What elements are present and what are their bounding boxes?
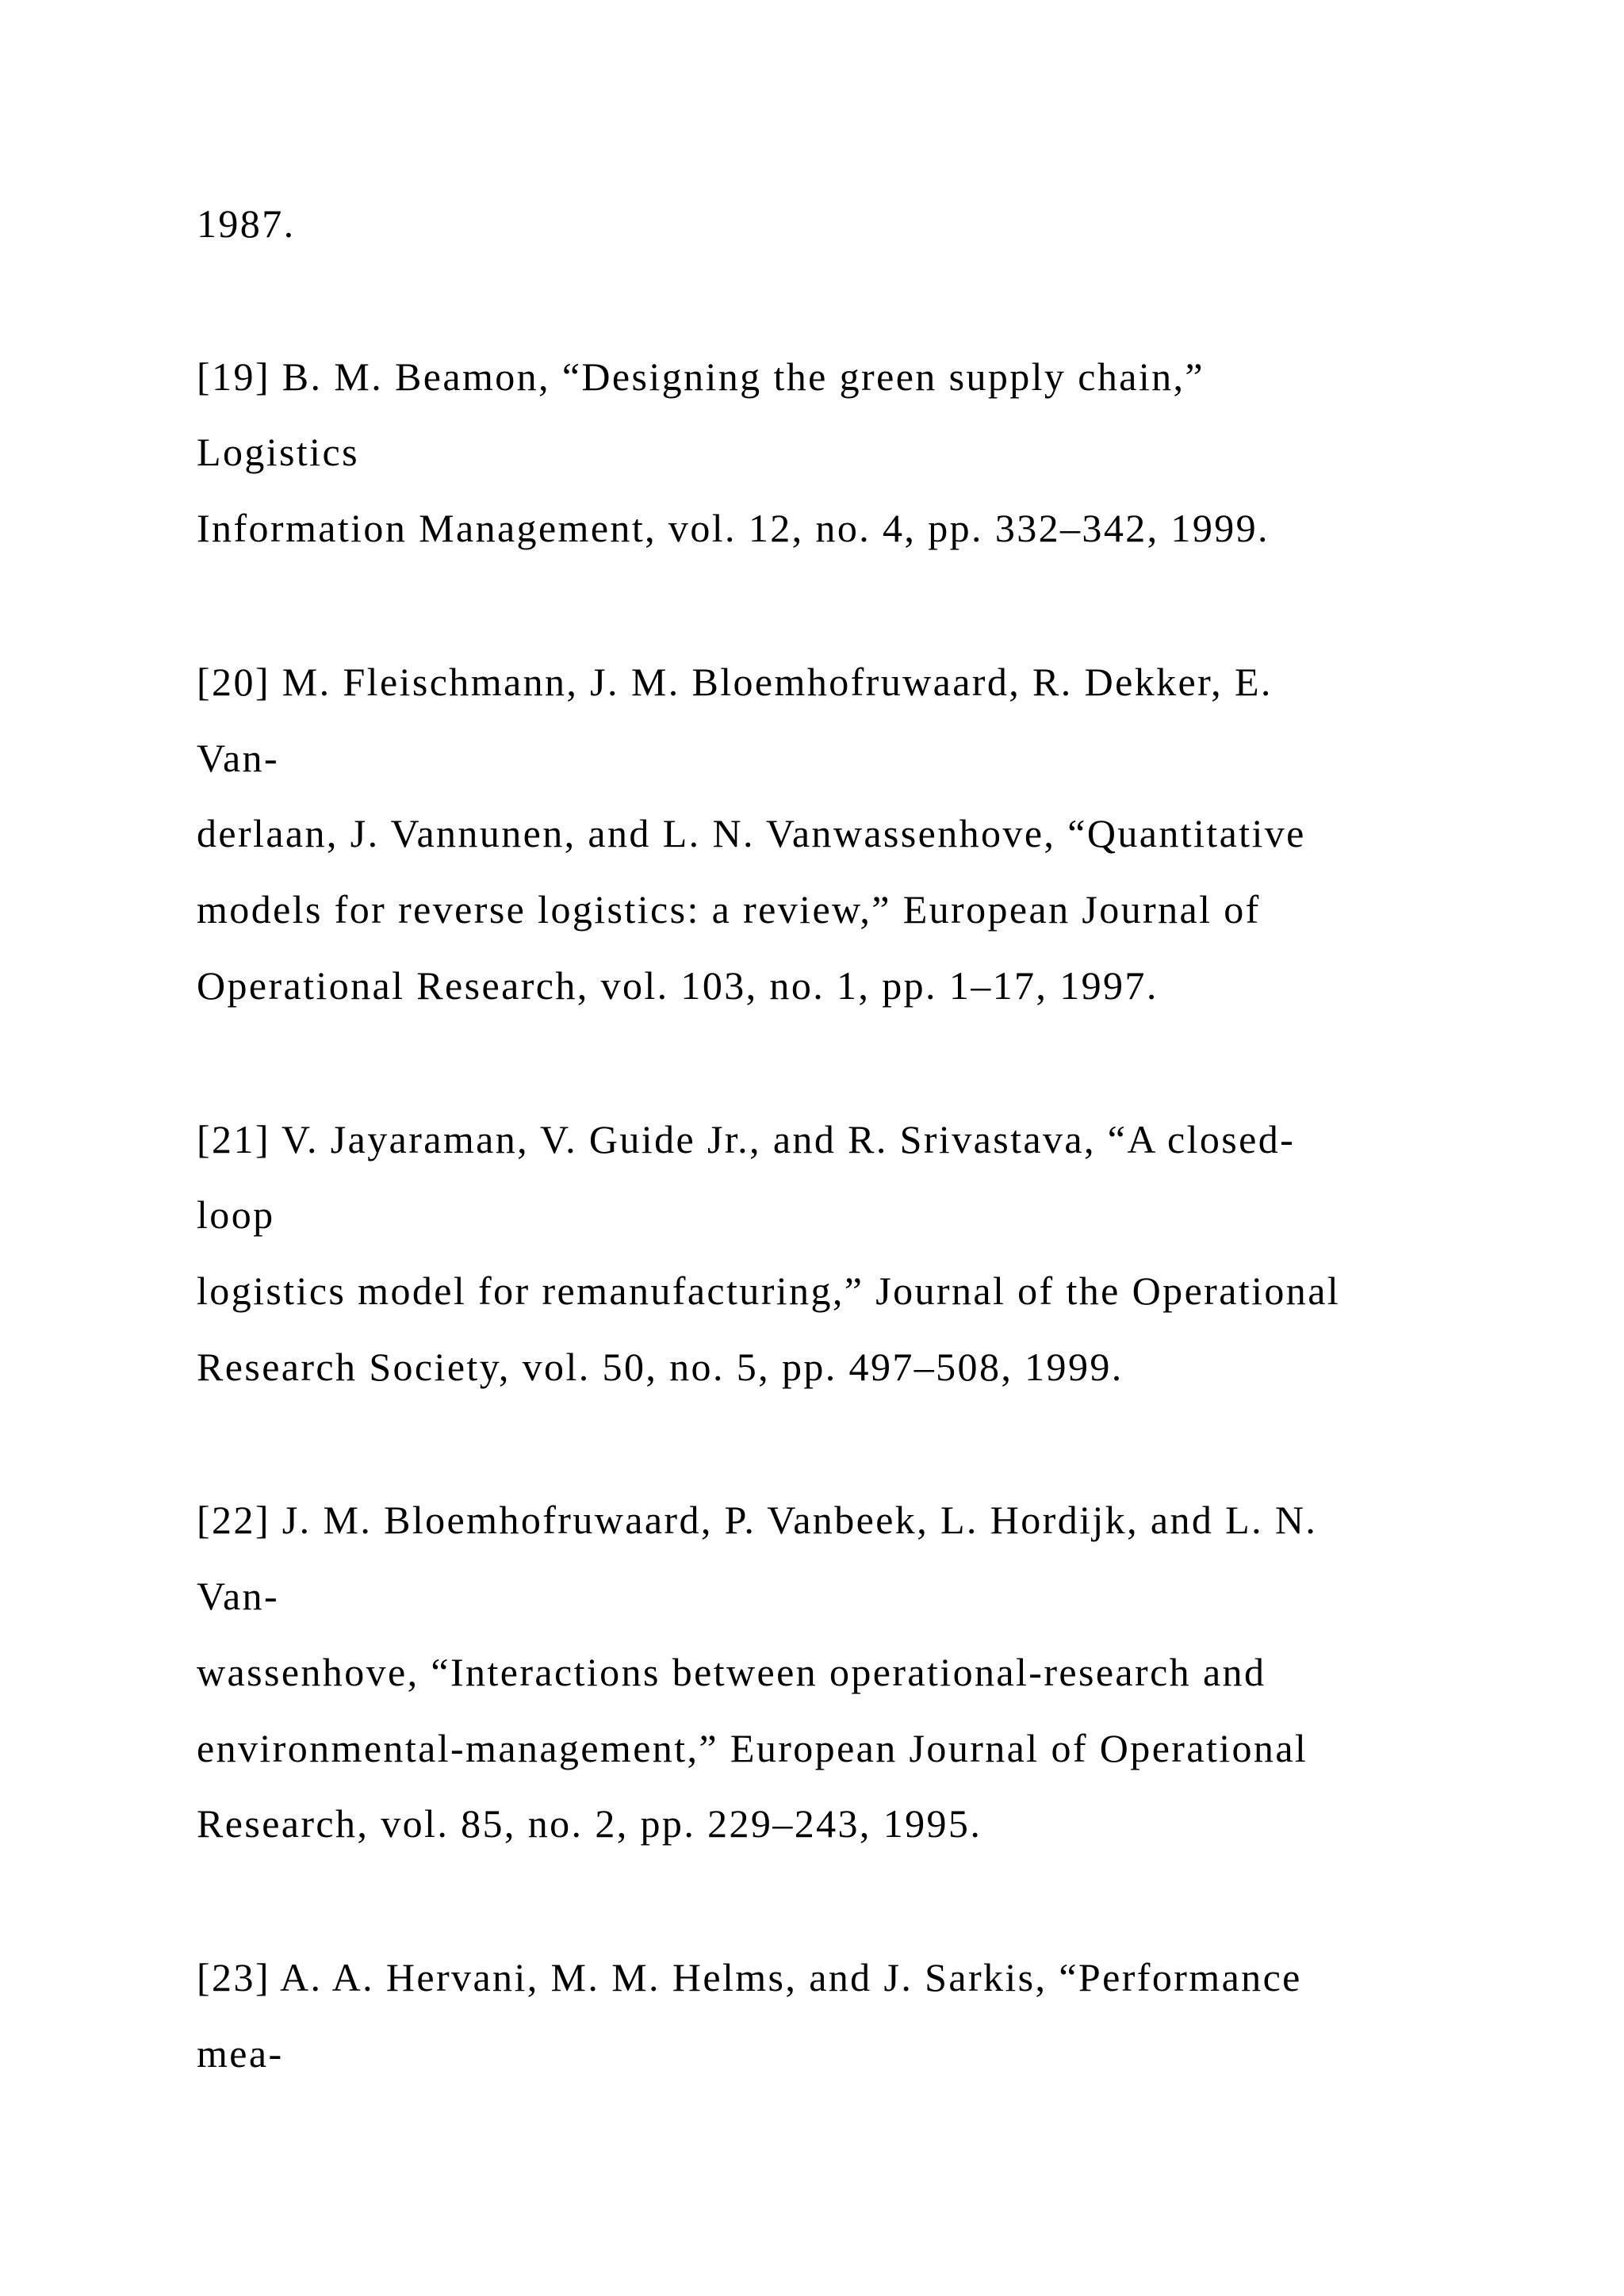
ref-20-line-1: [20] M. Fleischmann, J. M. Bloemhofruwaard, R. Dekker, E.: [197, 660, 1273, 704]
ref-21-line-3: logistics model for remanufacturing,” Journal of the Operational: [197, 1269, 1341, 1313]
ref-23-line-1: [23] A. A. Hervani, M. M. Helms, and J. Sarkis, “Performance: [197, 1955, 1302, 1999]
ref-20-line-4: models for reverse logistics: a review,” European Journal of: [197, 887, 1261, 932]
ref-19-line-2: Logistics: [197, 430, 359, 474]
ref-20-line-5: Operational Research, vol. 103, no. 1, pp. 1–17, 1997.: [197, 963, 1159, 1008]
ref-21-line-1: [21] V. Jayaraman, V. Guide Jr., and R. Srivastava, “A closed-: [197, 1117, 1296, 1161]
ref-19-line-1: [19] B. M. Beamon, “Designing the green supply chain,”: [197, 354, 1205, 399]
ref-20-line-3: derlaan, J. Vannunen, and L. N. Vanwassenhove, “Quantitative: [197, 811, 1306, 855]
ref-20-line-2: Van-: [197, 736, 280, 780]
ref-21-line-2: loop: [197, 1192, 275, 1237]
ref-22-line-1: [22] J. M. Bloemhofruwaard, P. Vanbeek, L. Hordijk, and L. N.: [197, 1498, 1318, 1542]
ref-22-line-4: environmental-management,” European Journal of Operational: [197, 1726, 1308, 1770]
ref-21-line-4: Research Society, vol. 50, no. 5, pp. 497–508, 1999.: [197, 1345, 1124, 1389]
ref-22-line-5: Research, vol. 85, no. 2, pp. 229–243, 1995.: [197, 1801, 982, 1846]
ref-23-line-2: mea-: [197, 2031, 284, 2076]
ref-18-tail-line: 1987.: [197, 201, 296, 246]
ref-22-line-3: wassenhove, “Interactions between operational-research and: [197, 1650, 1266, 1694]
ref-22-line-2: Van-: [197, 1574, 280, 1618]
ref-19-line-3: Information Management, vol. 12, no. 4, pp. 332–342, 1999.: [197, 506, 1270, 550]
